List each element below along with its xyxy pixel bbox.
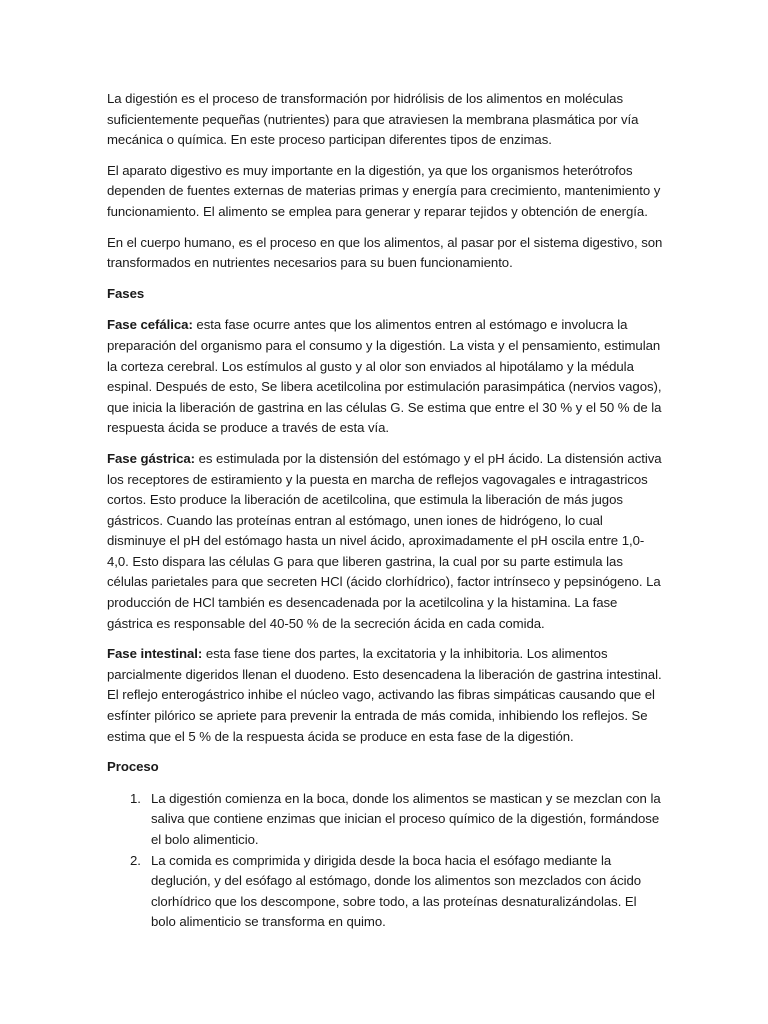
- document-page: [107, 89, 663, 933]
- intro-paragraph-3: En el cuerpo humano, es el proceso en que los alimentos, al pasar por el sistema digestivo, son transformados en nutrientes necesarios para su buen funcionamiento.: [107, 234, 663, 271]
- list-item-text: La comida es comprimida y dirigida desde la boca hacia el esófago mediante la deglución, y del esófago al estómago, donde los alimentos son mezclados con ácido clorhídrico que los descompone, sobre todo, a las proteínas desnaturalizándolas. El bolo alimenticio se transforma en quimo.: [151, 852, 642, 930]
- list-item-text: La digestión comienza en la boca, donde los alimentos se mastican y se mezclan con la saliva que contiene enzimas que inician el proceso químico de la digestión, formándose el bolo alimenticio.: [151, 790, 661, 847]
- intro-paragraph-1: La digestión es el proceso de transformación por hidrólisis de los alimentos en moléculas suficientemente pequeñas (nutrientes) para que atraviesen la membrana plasmática por vía mecánica o química. En este proceso participan diferentes tipos de enzimas.: [107, 91, 639, 148]
- list-item-number: 1.: [130, 790, 141, 806]
- fase-intestinal-paragraph: [107, 644, 663, 747]
- list-item-number: 2.: [130, 852, 141, 868]
- fase-cefalica-paragraph: [107, 315, 663, 439]
- fase-cefalica-text: esta fase ocurre antes que los alimentos entren al estómago e involucra la preparación del organismo para el consumo y la digestión. La vista y el pensamiento, estimulan la corteza cerebral. Los estímulos al gusto y al olor son enviados al hipotálamo y la médula espinal. Después de esto, Se libera acetilcolina por estimulación parasimpática (nervios vagos), que inicia la liberación de gastrina en las células G. Se estima que entre el 30 % y el 50 % de la respuesta ácida se produce a través de esta vía.: [107, 317, 662, 436]
- fase-gastrica-paragraph: [107, 449, 663, 634]
- proceso-heading: Proceso: [107, 759, 159, 775]
- intro-paragraph-2: El aparato digestivo es muy importante en la digestión, ya que los organismos heterótrofos dependen de fuentes externas de materias primas y energía para crecimiento, mantenimiento y funcionamiento. El alimento se emplea para generar y reparar tejidos y obtención de energía.: [107, 162, 661, 219]
- fase-gastrica-term: Fase gástrica:: [107, 450, 195, 466]
- fases-heading: Fases: [107, 285, 145, 301]
- list-item: [107, 851, 663, 933]
- fase-intestinal-text: esta fase tiene dos partes, la excitatoria y la inhibitoria. Los alimentos parcialmente digeridos llenan el duodeno. Esto desencadena la liberación de gastrina intestinal. El reflejo enterogástrico inhibe el núcleo vago, activando las fibras simpáticas causando que el esfínter pilórico se apriete para prevenir la entrada de más comida, inhibiendo los reflejos. Se estima que el 5 % de la respuesta ácida se produce en esta fase de la digestión.: [107, 646, 662, 744]
- proceso-list: [107, 789, 663, 933]
- fase-gastrica-text: es estimulada por la distensión del estómago y el pH ácido. La distensión activa los receptores de estiramiento y la puesta en marcha de reflejos vagovagales e intragastricos cortos. Esto produce la liberación de acetilcolina, que estimula la liberación de más jugos gástricos. Cuando las proteínas entran al estómago, unen iones de hidrógeno, lo cual disminuye el pH del estómago hasta un nivel ácido, aproximadamente el pH oscila entre 1,0-4,0. Esto dispara las células G para que liberen gastrina, la cual por su parte estimula las células parietales para que secreten HCl (ácido clorhídrico), factor intrínseco y pepsinógeno. La producción de HCl también es desencadenada por la acetilcolina y la histamina. La fase gástrica es responsable del 40-50 % de la secreción ácida en cada comida.: [107, 450, 662, 631]
- fase-intestinal-term: Fase intestinal:: [107, 646, 203, 662]
- fase-cefalica-term: Fase cefálica:: [107, 317, 193, 333]
- list-item: [107, 789, 663, 851]
